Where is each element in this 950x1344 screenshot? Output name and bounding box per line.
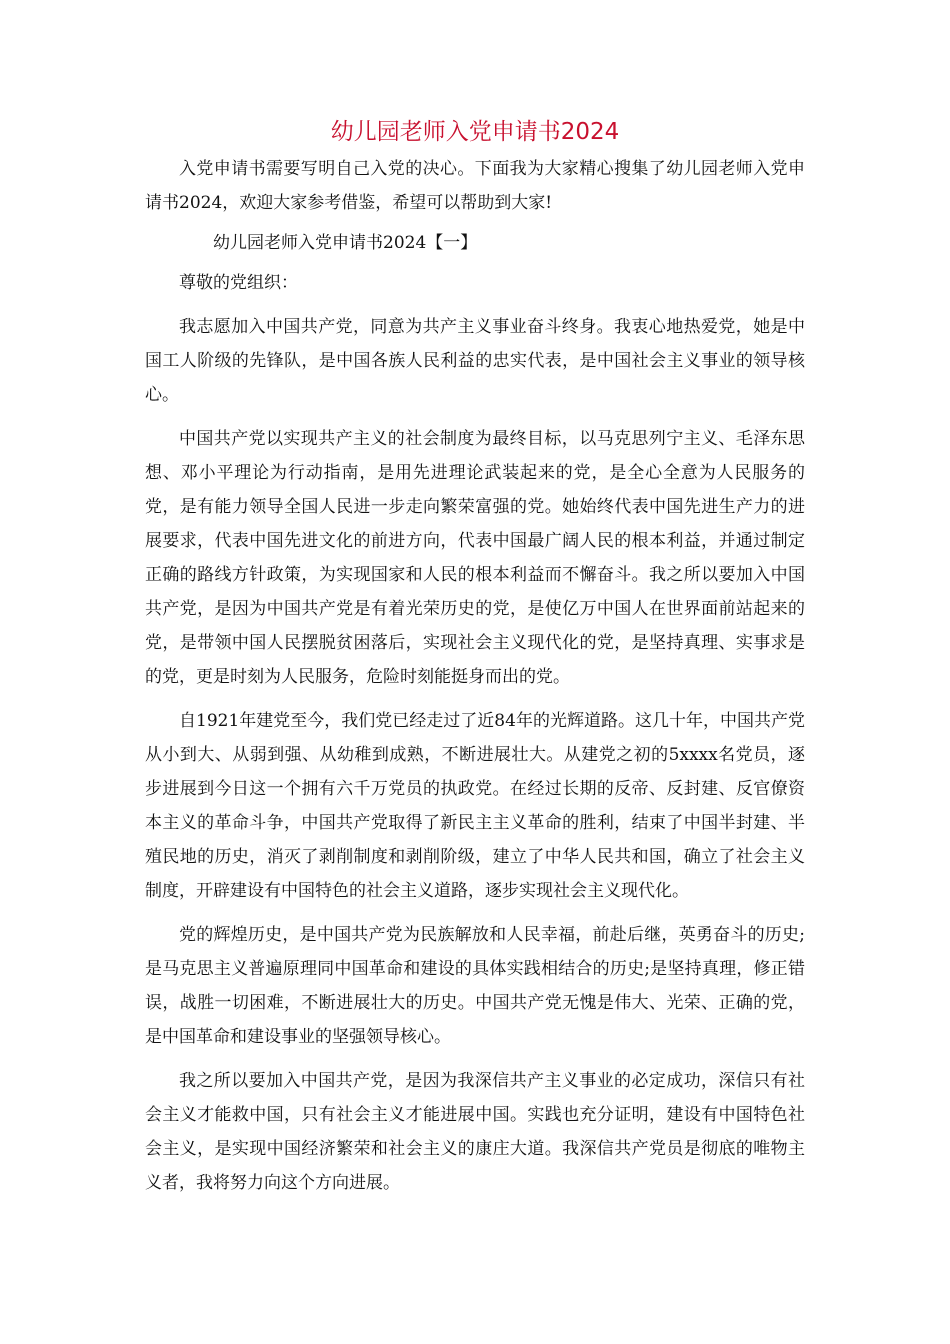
greeting-line: 尊敬的党组织：	[179, 273, 298, 293]
body-paragraph: 党的辉煌历史，是中国共产党为民族解放和人民幸福，前赴后继，英勇奋斗的历史;是马克思主义普遍原理同中国革命和建设的具体实践相结合的历史;是坚持真理，修正错误，战胜一切困难，不断进展壮大的历史。中国共产党无愧是伟大、光荣、正确的党，是中国革命和建设事业的坚强领导核心。	[145, 925, 805, 1047]
body-paragraph: 中国共产党以实现共产主义的社会制度为最终目标，以马克思列宁主义、毛泽东思想、邓小平理论为行动指南，是用先进理论武装起来的党，是全心全意为人民服务的党，是有能力领导全国人民进一步走向繁荣富强的党。她始终代表中国先进生产力的进展要求，代表中国先进文化的前进方向，代表中国最广阔人民的根本利益，并通过制定正确的路线方针政策，为实现国家和人民的根本利益而不懈奋斗。我之所以要加入中国共产党，是因为中国共产党是有着光荣历史的党，是使亿万中国人在世界面前站起来的党，是带领中国人民摆脱贫困落后，实现社会主义现代化的党，是坚持真理、实事求是的党，更是时刻为人民服务，危险时刻能挺身而出的党。	[145, 429, 805, 687]
document-body	[145, 152, 805, 1200]
body-paragraph: 自1921年建党至今，我们党已经走过了近84年的光辉道路。这几十年，中国共产党从小到大、从弱到强、从幼稚到成熟，不断进展壮大。从建党之初的5xxxx名党员，逐步进展到今日这一个拥有六千万党员的执政党。在经过长期的反帝、反封建、反官僚资本主义的革命斗争，中国共产党取得了新民主主义革命的胜利，结束了中国半封建、半殖民地的历史，消灭了剥削制度和剥削阶级，建立了中华人民共和国，确立了社会主义制度，开辟建设有中国特色的社会主义道路，逐步实现社会主义现代化。	[145, 711, 805, 901]
document-title: 幼儿园老师入党申请书2024	[330, 119, 620, 145]
body-paragraph: 我志愿加入中国共产党，同意为共产主义事业奋斗终身。我衷心地热爱党，她是中国工人阶级的先锋队，是中国各族人民利益的忠实代表，是中国社会主义事业的领导核心。	[145, 317, 805, 405]
body-paragraph: 我之所以要加入中国共产党，是因为我深信共产主义事业的必定成功，深信只有社会主义才能救中国，只有社会主义才能进展中国。实践也充分证明，建设有中国特色社会主义，是实现中国经济繁荣和社会主义的康庄大道。我深信共产党员是彻底的唯物主义者，我将努力向这个方向进展。	[145, 1071, 805, 1193]
section-subtitle: 幼儿园老师入党申请书2024【一】	[213, 233, 478, 253]
intro-paragraph: 入党申请书需要写明自己入党的决心。下面我为大家精心搜集了幼儿园老师入党申请书2024，欢迎大家参考借鉴，希望可以帮助到大家!	[145, 159, 805, 213]
